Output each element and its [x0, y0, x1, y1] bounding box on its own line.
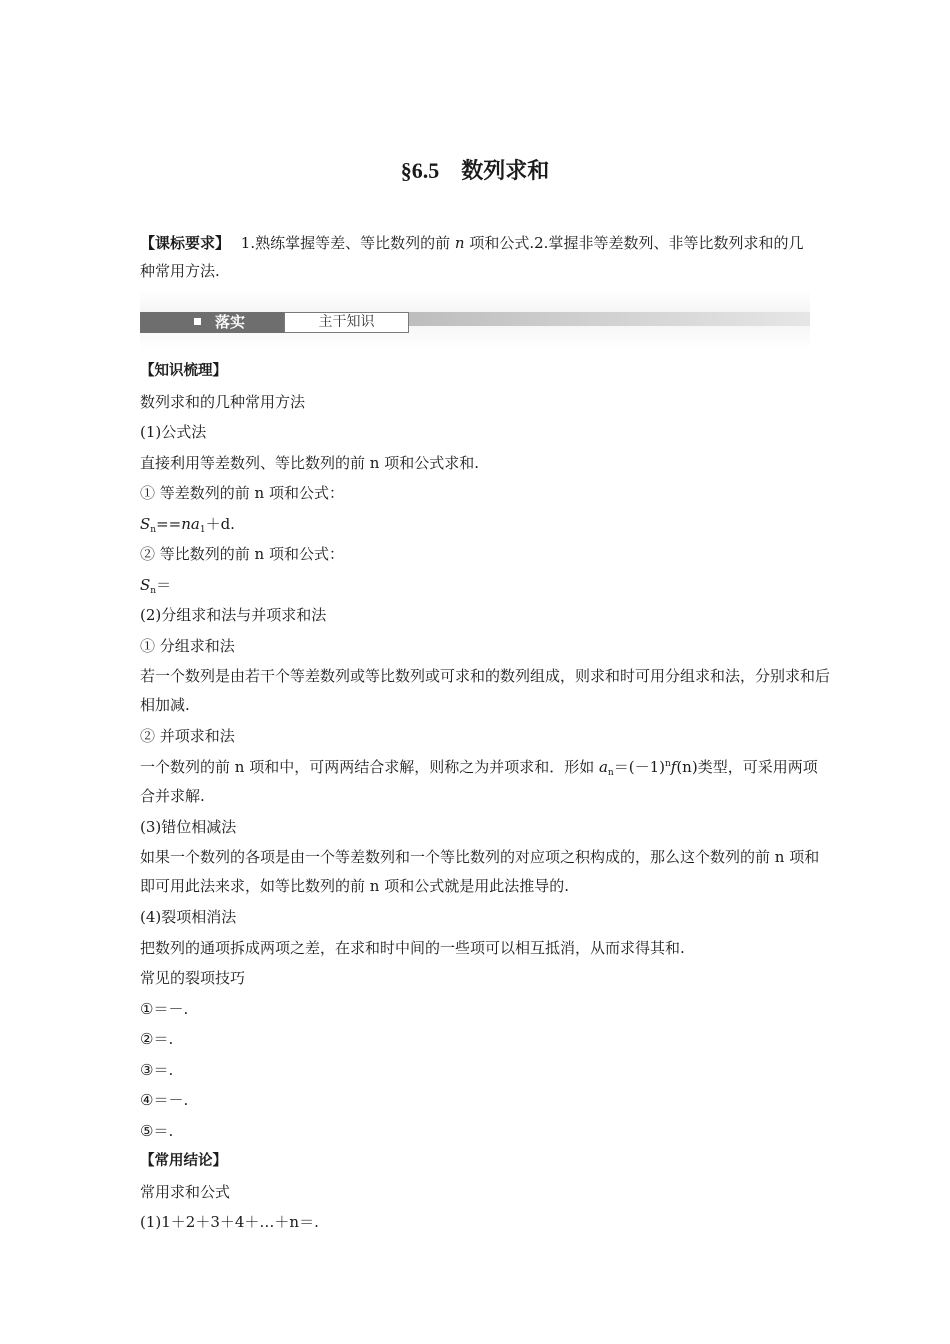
page-title [0, 154, 950, 185]
requirement-tag: 【课标要求】 [140, 234, 231, 252]
conclusion-intro: 常用求和公式 [140, 1182, 231, 1201]
method4-text: 把数列的通项拆成两项之差，在求和时中间的一些项可以相互抵消，从而求得其和. [140, 938, 685, 957]
requirement-text-a: 1.熟练掌握等差、等比数列的前 [240, 234, 451, 252]
method4-tips: 常见的裂项技巧 [140, 969, 246, 987]
geometric-sum-formula: $S_n=$ [140, 575, 172, 596]
requirement-text-b: 项和公式.2.掌握非等差数列、非等比数列求和的几种常用方法. [140, 234, 804, 280]
section-number: §6.5 [400, 158, 440, 183]
method1-item2: ② 等比数列的前 n 项和公式： [140, 545, 344, 563]
method3-text: 如果一个数列的各项是由一个等差数列和一个等比数列的对应项之积构成的，那么这个数列的前 n 项和即可用此法来求，如等比数列的前 n 项和公式就是用此法推导的. [140, 848, 820, 895]
arithmetic-sum-formula: $S_n==na_1+d$. [140, 514, 235, 535]
method2-item1-text: 若一个数列是由若干个等差数列或等比数列或可求和的数列组成，则求和时可用分组求和法，分别求和后相加减. [140, 667, 831, 714]
knowledge-heading: 【知识梳理】 [140, 363, 227, 379]
curriculum-requirement [140, 229, 812, 285]
tip-item: ②＝. [140, 1030, 174, 1048]
method1-text: 直接利用等差数列、等比数列的前 n 项和公式求和. [140, 453, 479, 472]
tip-item: ④＝－. [140, 1091, 189, 1109]
banner-left-label: 落实 [215, 313, 246, 331]
requirement-n: n [454, 234, 465, 252]
method2-title: (2)分组求和法与并项求和法 [140, 606, 327, 624]
method2-item2-text: 一个数列的前 n 项和中，可两两结合求解，则称之为并项求和．形如 $a_n=(-1)^nf(n)$类型，可采用两项合并求解. [140, 757, 818, 805]
method4-title: (4)裂项相消法 [140, 908, 237, 926]
tip-item: ①＝－. [140, 999, 189, 1018]
section-title: 数列求和 [461, 159, 550, 184]
method1-item1: ① 等差数列的前 n 项和公式： [140, 484, 344, 502]
banner-left [140, 312, 284, 333]
section-banner [140, 290, 810, 350]
square-bullet-icon [194, 318, 201, 325]
knowledge-intro: 数列求和的几种常用方法 [140, 392, 306, 411]
main-content [140, 356, 830, 1238]
method3-title: (3)错位相减法 [140, 817, 237, 836]
method2-item1: ① 分组求和法 [140, 636, 235, 655]
banner-right: 主干知识 [284, 312, 409, 333]
conclusion-formula1: (1)1＋2＋3＋4＋…＋n＝. [140, 1213, 319, 1231]
conclusion-heading: 【常用结论】 [140, 1153, 227, 1169]
tip-item: ③＝. [140, 1060, 174, 1079]
method1-title: (1)公式法 [140, 423, 207, 441]
method2-item2: ② 并项求和法 [140, 727, 235, 745]
tip-item: ⑤＝. [140, 1121, 174, 1140]
